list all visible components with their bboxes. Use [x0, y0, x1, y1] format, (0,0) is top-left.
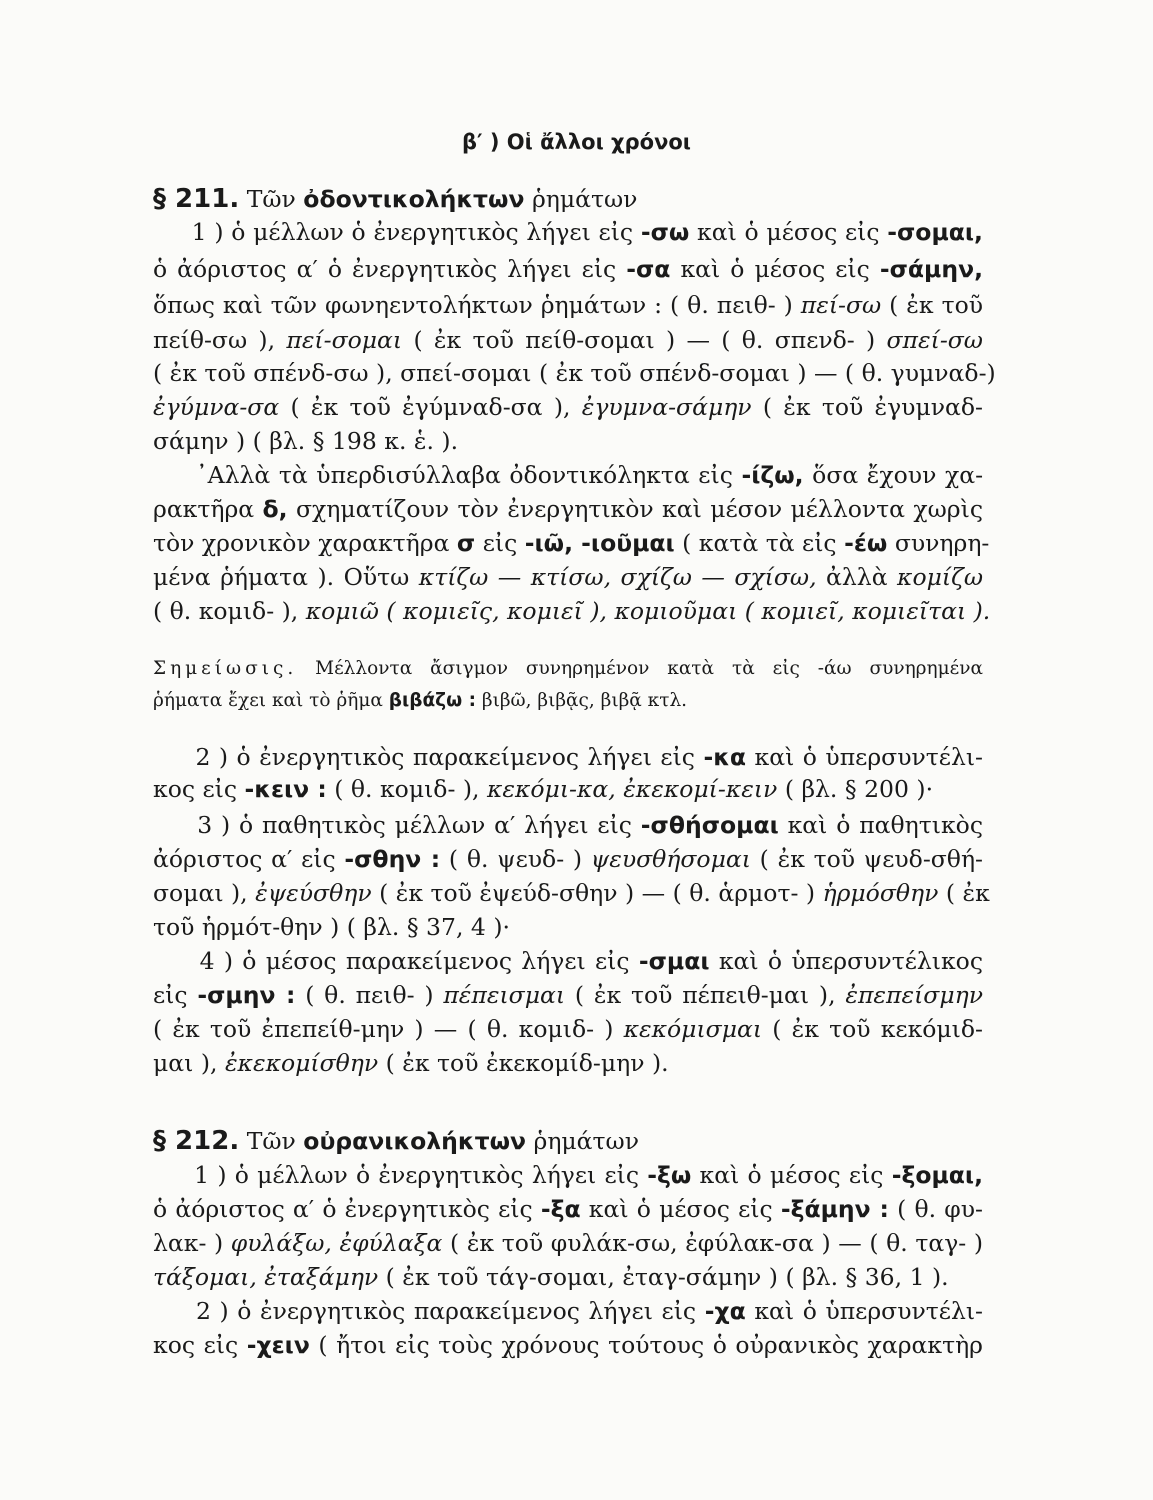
- text-fragment: ( θ. κομιδ- ),: [326, 775, 487, 803]
- text-fragment: ρακτῆρα: [153, 495, 263, 523]
- p1-line: [153, 252, 983, 286]
- text-fragment: ἀόριστος α′ εἰς: [153, 845, 345, 873]
- section-heading: [0, 128, 1153, 156]
- p1-line: [153, 323, 983, 357]
- text-fragment: ᾿Αλλὰ τὰ ὑπερδισύλλαβα ὀδοντικόληκτα εἰς: [195, 461, 742, 489]
- text-fragment: 1 ) ὁ μέλλων ὁ ἐνεργητικὸς λήγει εἰς: [191, 218, 641, 246]
- text-fragment: τοῦ ἡρμότ-θην ) ( βλ. § 37, 4 )·: [153, 913, 510, 941]
- text-fragment: 3 ) ὁ παθητικὸς μέλλων α′ λήγει εἰς: [197, 811, 641, 839]
- text-fragment: κος εἰς: [153, 1331, 247, 1359]
- text-fragment: σχηματίζουν τὸν ἐνεργητικὸν καὶ μέσον μέλλοντα χωρὶς: [287, 495, 983, 523]
- p2-line: [153, 526, 990, 560]
- text-fragment: -σθην :: [344, 845, 441, 873]
- text-fragment: ( ἐκ τοῦ ἐγυμναδ-: [751, 393, 983, 421]
- text-fragment: ( ἐκ τοῦ: [881, 291, 983, 319]
- text-fragment: πείθ-σω ),: [153, 326, 287, 354]
- text-fragment: ( θ. πειθ- ): [295, 981, 444, 1009]
- text-fragment: ἡρμόσθην: [822, 879, 939, 907]
- text-fragment: συνηρη-: [887, 529, 990, 557]
- p4-line: [153, 842, 983, 876]
- p3-line: [153, 740, 983, 774]
- text-fragment: βιβῶ, βιβᾷς, βιβᾷ κτλ.: [476, 690, 688, 711]
- p6-line: [153, 1158, 983, 1192]
- p7-line: [153, 1294, 983, 1328]
- text-fragment: Σημείωσις.: [153, 658, 298, 679]
- text-fragment: ὅσα ἔχουν χα-: [803, 461, 984, 489]
- p2-line: [153, 492, 983, 526]
- text-fragment: ὀδοντικολήκτων: [303, 185, 525, 213]
- text-fragment: δ,: [262, 495, 288, 523]
- text-fragment: -σάμην,: [879, 255, 984, 283]
- text-fragment: -ίζω,: [741, 461, 804, 489]
- text-fragment: ὁ ἀόριστος α′ ὁ ἐνεργητικὸς εἰς: [153, 1195, 541, 1223]
- text-fragment: ( ἐκ τοῦ πέπειθ-μαι ),: [565, 981, 846, 1009]
- text-fragment: καὶ ὁ ὑπερσυντέλι-: [745, 1297, 984, 1325]
- section-211-title: [153, 182, 983, 216]
- text-fragment: Τῶν: [246, 1127, 296, 1155]
- text-fragment: κος εἰς: [153, 775, 245, 803]
- p6-line: [153, 1192, 983, 1226]
- text-fragment: καὶ ὁ ὑπερσυντέλι-: [746, 743, 983, 771]
- text-fragment: Τῶν: [246, 185, 296, 213]
- text-fragment: ἐγύμνα-σα: [153, 393, 280, 421]
- text-fragment: § 212.: [153, 1126, 240, 1156]
- text-fragment: ἐγυμνα-σάμην: [581, 393, 752, 421]
- text-fragment: ( κατὰ τὰ εἰς: [674, 529, 845, 557]
- text-fragment: σ: [456, 529, 476, 557]
- text-fragment: σπεί-σω: [886, 326, 983, 354]
- text-fragment: -ιῶ, -ιοῦμαι: [524, 529, 675, 557]
- text-fragment: ἐψεύσθην: [255, 879, 372, 907]
- text-fragment: καὶ ὁ ὑπερσυντέλικος: [709, 947, 983, 975]
- text-fragment: -ξάμην :: [780, 1195, 889, 1223]
- p1-line: [153, 288, 983, 322]
- p1-line: [153, 215, 983, 249]
- text-fragment: τάξομαι, ἐταξάμην: [153, 1263, 379, 1291]
- text-fragment: ( ἐκ τοῦ ἐγύμναδ-σα ),: [279, 393, 582, 421]
- text-fragment: -σμαι: [638, 947, 710, 975]
- p4-line: [153, 808, 983, 842]
- text-fragment: ( θ. κομιδ- ),: [153, 597, 306, 625]
- text-fragment: Μέλλοντα ἄσιγμον συνηρημένον κατὰ τὰ εἰς -άω συνηρημένα: [297, 658, 983, 679]
- text-fragment: 2 ) ὁ ἐνεργητικὸς παρακείμενος λήγει εἰς: [195, 1297, 705, 1325]
- text-fragment: 1 ) ὁ μέλλων ὁ ἐνεργητικὸς λήγει εἰς: [194, 1161, 648, 1189]
- text-fragment: ( ἐκ τοῦ ψευδ-σθή-: [750, 845, 983, 873]
- text-fragment: μένα ῥήματα ). Οὕτω: [153, 563, 419, 591]
- text-fragment: ( ἐκ τοῦ ἐπεπείθ-μην ) — ( θ. κομιδ- ): [153, 1015, 624, 1043]
- p1-line: [153, 356, 996, 390]
- text-fragment: ( ἐκ τοῦ σπένδ-σω ), σπεί-σομαι ( ἐκ τοῦ σπένδ-σομαι ) — ( θ. γυμναδ-): [153, 359, 996, 387]
- text-fragment: 4 ) ὁ μέσος παρακείμενος λήγει εἰς: [199, 947, 639, 975]
- p2-line: [153, 594, 991, 628]
- text-fragment: πέπεισμαι: [443, 981, 566, 1009]
- note-line: [153, 684, 983, 718]
- text-fragment: -σμην :: [197, 981, 296, 1009]
- text-fragment: καὶ ὁ μέσος εἰς: [691, 1161, 892, 1189]
- text-fragment: ( ἐκ: [938, 879, 990, 907]
- text-fragment: πεί-σομαι: [286, 326, 403, 354]
- text-fragment: κεκόμι-κα, ἐκεκομί-κειν: [486, 775, 778, 803]
- text-fragment: -ξομαι,: [891, 1161, 984, 1189]
- text-fragment: φυλάξω, ἐφύλαξα: [230, 1229, 443, 1257]
- p3-line: [153, 772, 983, 806]
- text-fragment: μαι ),: [153, 1049, 225, 1077]
- note-line: [153, 652, 983, 686]
- text-fragment: οὐρανικολήκτων: [303, 1127, 527, 1155]
- p1-line: [153, 424, 983, 458]
- text-fragment: ( θ. ψευδ- ): [440, 845, 591, 873]
- text-fragment: κομίζω: [897, 563, 983, 591]
- text-fragment: εἰς: [153, 981, 198, 1009]
- text-fragment: ( ἤτοι εἰς τοὺς χρόνους τούτους ὁ οὐρανικὸς χαρακτὴρ: [309, 1331, 983, 1359]
- text-fragment: ( ἐκ τοῦ φυλάκ-σω, ἐφύλακ-σα ) — ( θ. ταγ- ): [442, 1229, 984, 1257]
- text-fragment: ῥημάτων: [531, 185, 638, 213]
- p5-line: [153, 1046, 983, 1080]
- text-fragment: πεί-σω: [800, 291, 882, 319]
- text-fragment: ( ἐκ τοῦ πείθ-σομαι ) — ( θ. σπενδ- ): [402, 326, 887, 354]
- text-fragment: κεκόμισμαι: [623, 1015, 763, 1043]
- text-fragment: ῥήματα ἔχει καὶ τὸ ῥῆμα: [153, 690, 389, 711]
- text-fragment: -ξα: [540, 1195, 581, 1223]
- text-fragment: -σα: [626, 255, 671, 283]
- p5-line: [153, 1012, 983, 1046]
- p5-line: [153, 944, 983, 978]
- text-fragment: ( ἐκ τοῦ τάγ-σομαι, ἐταγ-σάμην ) ( βλ. § 36, 1 ).: [378, 1263, 949, 1291]
- text-fragment: σάμην ) ( βλ. § 198 κ. ἑ. ).: [153, 427, 459, 455]
- p5-line: [153, 978, 983, 1012]
- p4-line: [153, 910, 983, 944]
- p6-line: [153, 1260, 983, 1294]
- text-fragment: -χα: [704, 1297, 746, 1325]
- heading-text: β′ ) Οἱ ἄλλοι χρόνοι: [462, 130, 691, 154]
- text-fragment: ψευσθήσομαι: [590, 845, 751, 873]
- text-fragment: § 211.: [153, 184, 240, 214]
- text-fragment: ῥημάτων: [533, 1127, 639, 1155]
- text-fragment: ( ἐκ τοῦ ἐκεκομίδ-μην ).: [378, 1049, 669, 1077]
- text-fragment: -χειν: [246, 1331, 310, 1359]
- text-fragment: κτίζω — κτίσω, σχίζω — σχίσω,: [418, 563, 817, 591]
- p1-line: [153, 390, 983, 424]
- p4-line: [153, 876, 990, 910]
- section-212-title: [153, 1124, 983, 1158]
- text-fragment: -κειν :: [244, 775, 327, 803]
- text-fragment: -σθήσομαι: [640, 811, 779, 839]
- text-fragment: -σομαι,: [887, 218, 983, 246]
- text-fragment: -κα: [703, 743, 747, 771]
- text-fragment: ( ἐκ τοῦ κεκόμιδ-: [762, 1015, 983, 1043]
- text-fragment: ( θ. φυ-: [888, 1195, 983, 1223]
- p2-line: [153, 458, 983, 492]
- text-fragment: ἐπεπείσμην: [845, 981, 983, 1009]
- text-fragment: -ξω: [647, 1161, 692, 1189]
- text-fragment: 2 ) ὁ ἐνεργητικὸς παρακείμενος λήγει εἰς: [195, 743, 704, 771]
- p6-line: [153, 1226, 983, 1260]
- text-fragment: -σω: [640, 218, 690, 246]
- text-fragment: τὸν χρονικὸν χαρακτῆρα: [153, 529, 457, 557]
- text-fragment: ὁ ἀόριστος α′ ὁ ἐνεργητικὸς λήγει εἰς: [153, 255, 627, 283]
- text-fragment: κομιῶ ( κομιεῖς, κομιεῖ ), κομιοῦμαι ( κομιεῖ, κομιεῖται ).: [305, 597, 991, 625]
- text-fragment: λακ- ): [153, 1229, 231, 1257]
- text-fragment: καὶ ὁ μέσος εἰς: [670, 255, 880, 283]
- text-fragment: καὶ ὁ μέσος εἰς: [689, 218, 888, 246]
- text-fragment: καὶ ὁ μέσος εἰς: [580, 1195, 781, 1223]
- text-fragment: ἐκεκομίσθην: [224, 1049, 379, 1077]
- text-fragment: -έω: [844, 529, 888, 557]
- text-fragment: βιβάζω :: [388, 690, 477, 711]
- text-fragment: ἀλλὰ: [816, 563, 898, 591]
- text-fragment: ὅπως καὶ τῶν φωνηεντολήκτων ῥημάτων : ( θ. πειθ- ): [153, 291, 801, 319]
- text-fragment: εἰς: [475, 529, 525, 557]
- p2-line: [153, 560, 983, 594]
- text-fragment: σομαι ),: [153, 879, 256, 907]
- p7-line: [153, 1328, 983, 1362]
- text-fragment: ( βλ. § 200 )·: [777, 775, 934, 803]
- text-fragment: καὶ ὁ παθητικὸς: [778, 811, 983, 839]
- text-fragment: ( ἐκ τοῦ ἐψεύδ-σθην ) — ( θ. ἁρμοτ- ): [371, 879, 823, 907]
